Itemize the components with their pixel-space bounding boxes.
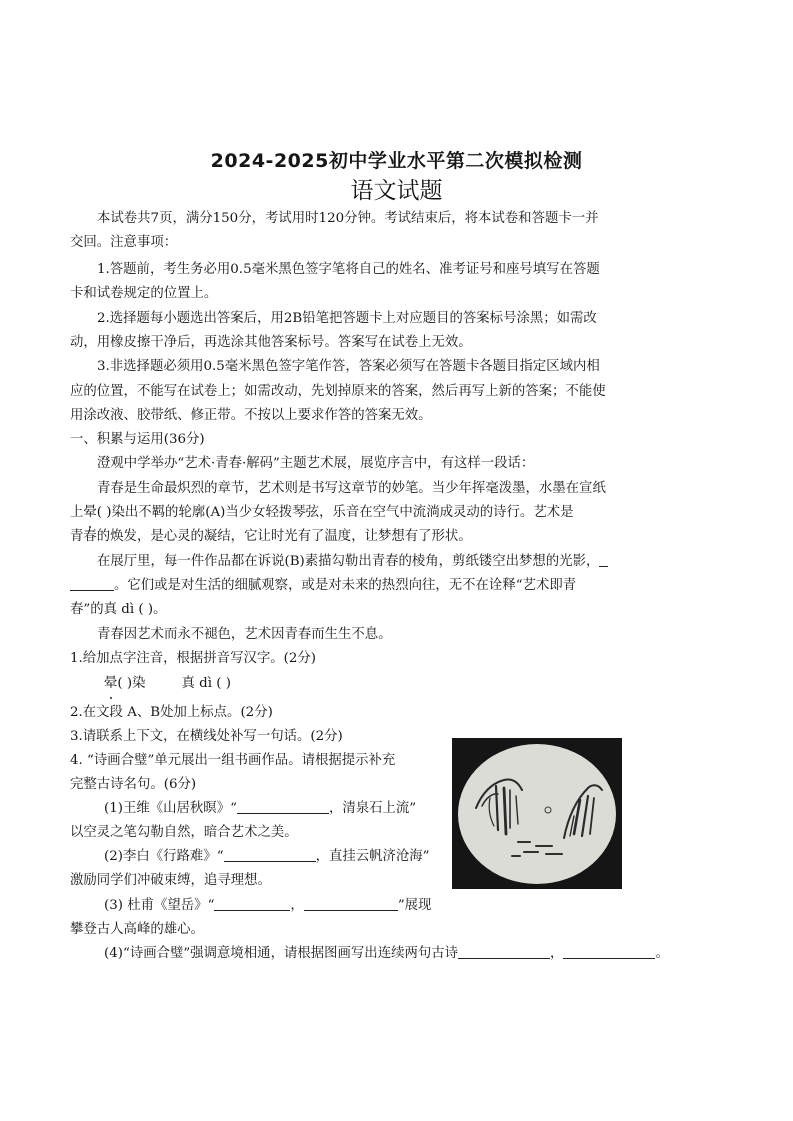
q4-3-prompt: (3) 杜甫《望岳》“ xyxy=(104,898,215,913)
answer-blank[interactable] xyxy=(214,898,290,911)
q4-1-tail: ，清泉石上流” xyxy=(328,801,417,816)
question-1: 1.给加点字注音，根据拼音写汉字。(2分) xyxy=(70,651,316,666)
question-4-2 xyxy=(104,845,430,869)
question-4-line-1: 4. “诗画合璧”单元展出一组书画作品。请根据提示补充 xyxy=(70,753,396,768)
answer-blank[interactable] xyxy=(563,946,655,959)
passage-p1-line-2 xyxy=(70,501,574,525)
notice-1-line-1: 1.答题前，考生务必用0.5毫米黑色签字笔将自己的姓名、准考证号和座号填写在答题 xyxy=(97,262,600,277)
dotted-character: 晕 xyxy=(104,672,117,696)
answer-blank[interactable] xyxy=(237,801,329,814)
subject-title: 语文试题 xyxy=(350,178,443,204)
q4-4-tail: 。 xyxy=(655,946,669,961)
q1-item-a: ( )染 xyxy=(117,676,146,691)
answer-blank[interactable] xyxy=(224,849,316,862)
question-4-2-line-2: 激励同学们冲破束缚，追寻理想。 xyxy=(70,873,271,888)
fill-blank[interactable] xyxy=(599,554,608,567)
notice-3-line-3: 用涂改液、胶带纸、修正带。不按以上要求作答的答案无效。 xyxy=(70,408,432,423)
q4-2-tail: ，直挂云帆济沧海” xyxy=(315,849,430,864)
answer-blank[interactable] xyxy=(304,898,398,911)
exam-title: 2024-2025初中学业水平第二次模拟检测 xyxy=(210,150,583,172)
passage-text: 。它们或是对生活的细腻观察，或是对未来的热烈向往，无不在诠释“艺术即青 xyxy=(114,578,577,593)
notice-2-line-1: 2.选择题每小题选出答案后，用2B铅笔把答题卡上对应题目的答案标号涂黑；如需改 xyxy=(97,311,597,326)
intro-line-1: 本试卷共7页，满分150分，考试用时120分钟。考试结束后，将本试卷和答题卡一并 xyxy=(97,211,599,226)
passage-p1-line-1: 青春是生命最炽烈的章节，艺术则是书写这章节的妙笔。当少年挥毫泼墨，水墨在宣纸 xyxy=(97,481,606,496)
passage-p2-line-1 xyxy=(97,550,608,574)
q4-4-prompt: (4)“诗画合璧”强调意境相通，请根据图画写出连续两句古诗 xyxy=(104,946,459,961)
passage-text: ( )染出不羁的轮廓(A)当少女轻拨琴弦，乐音在空气中流淌成灵动的诗行。艺术是 xyxy=(96,505,574,520)
notice-2-line-2: 动，用橡皮擦干净后，再选涂其他答案标号。答案写在试卷上无效。 xyxy=(70,335,472,350)
intro-line-2: 交回。注意事项： xyxy=(70,235,178,250)
passage-p2-line-2 xyxy=(70,574,576,598)
round-fan-ink-painting xyxy=(452,738,622,889)
question-3: 3.请联系上下文，在横线处补写一句话。(2分) xyxy=(70,729,343,744)
q4-4-comma: ， xyxy=(550,946,564,961)
question-4-1-line-2: 以空灵之笔勾勒自然，暗合艺术之美。 xyxy=(70,825,298,840)
notice-3-line-1: 3.非选择题必须用0.5毫米黑色签字笔作答，答案必须写在答题卡各题目指定区域内相 xyxy=(97,359,600,374)
question-4-3-line-2: 攀登古人高峰的雄心。 xyxy=(70,922,204,937)
q1-item-b: 真 dì ( ) xyxy=(181,676,231,691)
q4-3-tail: ”展现 xyxy=(397,898,432,913)
question-4-line-2: 完整古诗名句。(6分) xyxy=(70,777,197,792)
ink-painting-illustration xyxy=(452,738,622,889)
passage-text: 在展厅里，每一件作品都在诉说(B)素描勾勒出青春的棱角，剪纸镂空出梦想的光影， xyxy=(97,554,600,569)
question-4-1 xyxy=(104,797,416,821)
passage-p2-line-3: 春”的真 dì ( )。 xyxy=(70,602,167,617)
passage-intro: 澄观中学举办“艺术·青春·解码”主题艺术展，展览序言中，有这样一段话： xyxy=(97,456,535,471)
dotted-character: 晕 xyxy=(83,501,96,525)
question-1-items xyxy=(104,672,231,696)
section-heading: 一、积累与运用(36分) xyxy=(70,432,205,447)
answer-blank[interactable] xyxy=(458,946,550,959)
q4-1-prompt: (1)王维《山居秋暝》“ xyxy=(104,801,237,816)
notice-3-line-2: 应的位置，不能写在试卷上；如需改动，先划掉原来的答案，然后再写上新的答案；不能使 xyxy=(70,384,606,399)
notice-1-line-2: 卡和试卷规定的位置上。 xyxy=(70,286,218,301)
passage-p1-line-3: 青春的焕发，是心灵的凝结，它让时光有了温度，让梦想有了形状。 xyxy=(70,529,472,544)
question-4-3 xyxy=(104,894,431,918)
passage-p3: 青春因艺术而永不褪色，艺术因青春而生生不息。 xyxy=(97,627,392,642)
q4-2-prompt: (2)李白《行路难》“ xyxy=(104,849,224,864)
fill-blank[interactable] xyxy=(70,578,114,591)
question-2: 2.在文段 A、B处加上标点。(2分) xyxy=(70,705,273,720)
question-4-4 xyxy=(104,942,669,966)
q4-3-comma: ， xyxy=(290,898,304,913)
passage-text: 上 xyxy=(70,505,84,520)
